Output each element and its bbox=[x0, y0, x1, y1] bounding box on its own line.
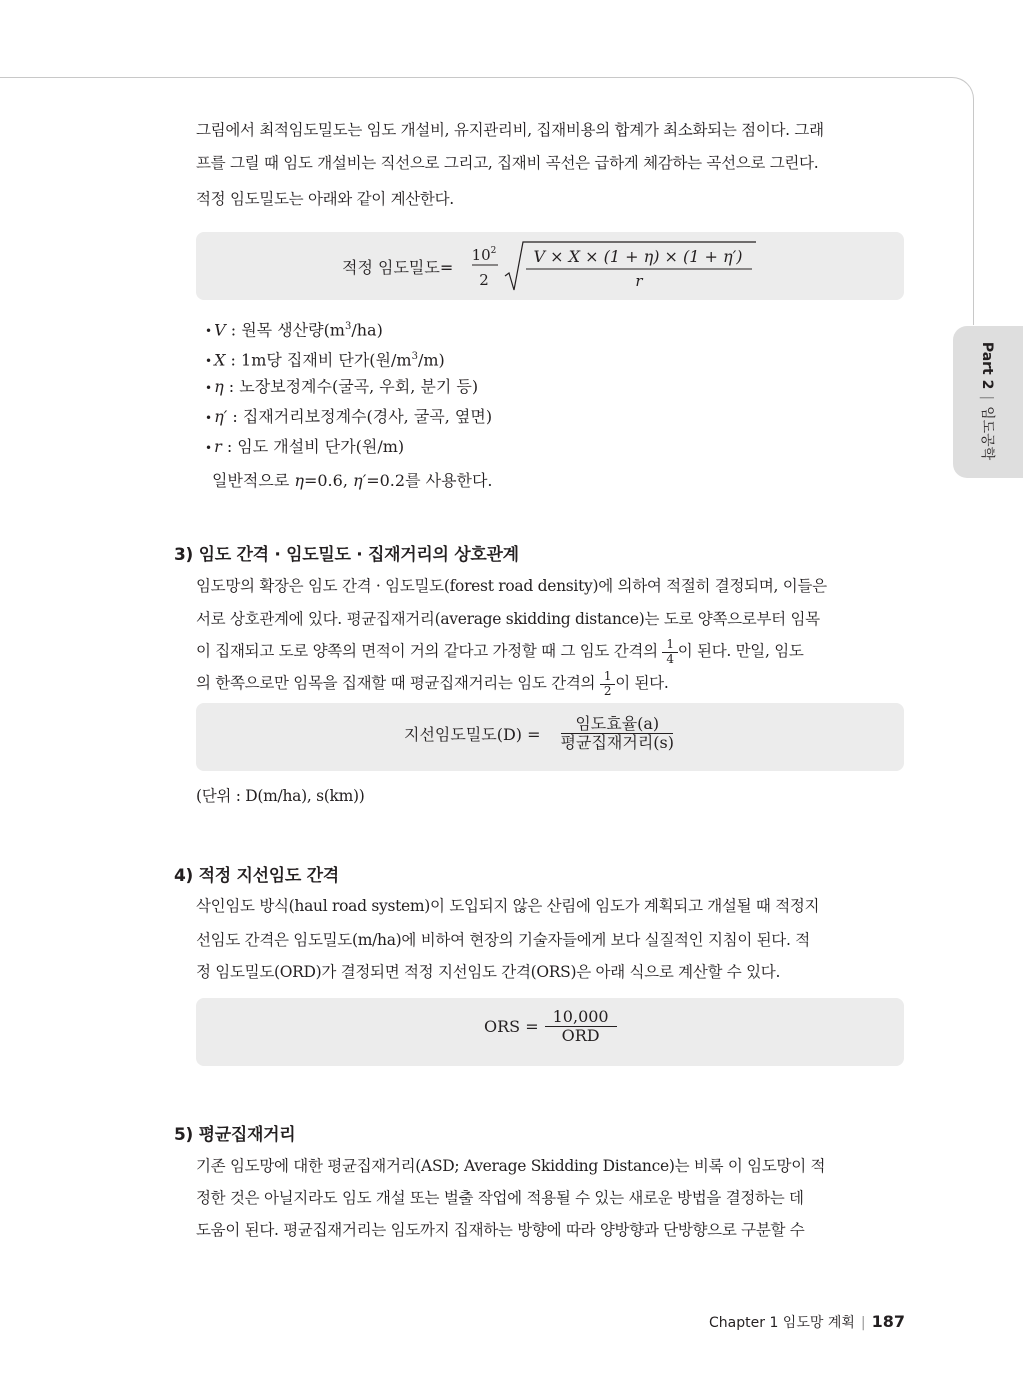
variable-symbol: V bbox=[214, 320, 226, 340]
formula-label: 지선임도밀도(D) = bbox=[404, 725, 541, 745]
note-symbol-eta-prime: η′ bbox=[353, 471, 367, 490]
page-footer bbox=[709, 1312, 905, 1332]
bullet: • bbox=[205, 324, 213, 339]
section-5-heading: 5) 평균집재거리 bbox=[174, 1125, 296, 1145]
formula-coef-den: 2 bbox=[479, 271, 489, 289]
intro-line-1: 그림에서 최적임도밀도는 임도 개설비, 유지관리비, 집재비용의 합계가 최소화되는 점이다. 그래 bbox=[196, 121, 824, 139]
bullet: • bbox=[205, 441, 213, 455]
side-tab-separator: | bbox=[979, 395, 995, 401]
footer-separator: | bbox=[860, 1315, 866, 1331]
section-5-line-3: 도움이 된다. 평균집재거리는 임도까지 집재하는 방향에 따라 양방향과 단방향으로 구분할 수 bbox=[196, 1221, 805, 1239]
variable-symbol: X bbox=[214, 350, 226, 370]
formula-box-optimal-density bbox=[196, 232, 904, 300]
variable-item-eta-prime bbox=[205, 402, 492, 432]
formula-ors bbox=[484, 1008, 617, 1046]
formula-optimal-density bbox=[196, 232, 904, 300]
formula-label: 적정 임도밀도= bbox=[342, 258, 454, 277]
section-3-line-3 bbox=[196, 635, 906, 667]
variable-item-eta bbox=[205, 372, 492, 402]
section-4-line-3: 정 임도밀도(ORD)가 결정되면 적정 지선임도 간격(ORS)은 아래 식으로 계산할 수 있다. bbox=[196, 963, 781, 981]
variable-tail: /ha) bbox=[351, 320, 383, 340]
variable-symbol: r bbox=[214, 437, 222, 456]
section-4-line-1: 삭인임도 방식(haul road system)이 도입되지 않은 산림에 임도가 계획되고 개설될 때 적정지 bbox=[196, 897, 820, 915]
section-3-line-3-pre: 이 집재되고 도로 양쪽의 면적이 거의 같다고 가정할 때 그 임도 간격의 bbox=[196, 642, 663, 660]
fraction-den: 2 bbox=[603, 683, 612, 698]
formula-den: ORD bbox=[561, 1026, 600, 1046]
section-3-line-4-pre: 의 한쪽으로만 임목을 집재할 때 평균집재거리는 임도 간격의 bbox=[196, 674, 600, 692]
variable-item-x bbox=[205, 342, 492, 372]
section-3-line-3-post: 이 된다. 만일, 임도 bbox=[677, 642, 804, 660]
variable-desc: : 1m당 집재비 단가(원/m bbox=[225, 350, 412, 370]
variable-tail: /m) bbox=[417, 350, 445, 370]
section-5-line-2: 정한 것은 아닐지라도 임도 개설 또는 벌출 작업에 적용될 수 있는 새로운 방법을 결정하는 데 bbox=[196, 1189, 804, 1207]
side-tab-label bbox=[978, 342, 998, 460]
bullet: • bbox=[205, 411, 213, 425]
formula-den: 평균집재거리(s) bbox=[560, 733, 674, 753]
formula-num: 임도효율(a) bbox=[561, 715, 673, 734]
variable-desc: : 노장보정계수(굴곡, 우회, 분기 등) bbox=[223, 377, 479, 396]
variable-sup: 3 bbox=[344, 321, 352, 332]
side-tab-title: 임도공학 bbox=[979, 406, 995, 461]
bullet: • bbox=[205, 354, 213, 369]
section-3-line-2: 서로 상호관계에 있다. 평균집재거리(average skidding distance)는 도로 양쪽으로부터 임목 bbox=[196, 610, 820, 628]
formula-box-ors bbox=[196, 998, 904, 1066]
formula-label: ORS = bbox=[484, 1017, 539, 1037]
section-3-line-4-post: 이 된다. bbox=[615, 674, 669, 692]
page-frame-corner bbox=[938, 77, 974, 113]
formula-fraction bbox=[547, 715, 688, 753]
note-mid: =0.6, bbox=[303, 471, 353, 490]
section-3-heading: 3) 임도 간격 · 임도밀도 · 집재거리의 상호관계 bbox=[174, 545, 519, 565]
section-3-line-4 bbox=[196, 667, 906, 699]
section-3-unit: (단위 : D(m/ha), s(km)) bbox=[196, 787, 365, 805]
page-frame-top-line bbox=[0, 77, 950, 78]
variable-item-r bbox=[205, 432, 492, 462]
note-symbol-eta: η bbox=[294, 471, 304, 490]
intro-line-3: 적정 임도밀도는 아래와 같이 계산한다. bbox=[196, 190, 454, 208]
variable-symbol: η′ bbox=[214, 407, 228, 426]
fraction-one-half bbox=[600, 670, 615, 699]
formula-radicand-den: r bbox=[635, 272, 643, 290]
variable-sup: 3 bbox=[411, 351, 418, 362]
section-4-heading: 4) 적정 지선임도 간격 bbox=[174, 866, 339, 886]
page-number: 187 bbox=[871, 1312, 905, 1331]
fraction-one-quarter bbox=[662, 638, 677, 667]
section-3-line-1: 임도망의 확장은 임도 간격 · 임도밀도(forest road density)에 의하여 적절히 결정되며, 이들은 bbox=[196, 577, 827, 595]
typical-values-note bbox=[212, 468, 493, 491]
fraction-num: 1 bbox=[600, 670, 615, 685]
fraction-num: 1 bbox=[662, 638, 677, 653]
formula-coef-num: $10^2$ bbox=[471, 246, 497, 264]
variable-symbol: η bbox=[214, 377, 224, 396]
fraction-den: 4 bbox=[666, 651, 674, 666]
variable-list bbox=[205, 312, 492, 462]
formula-radicand-num: V × X × (1 + η) × (1 + η′) bbox=[533, 247, 743, 266]
note-pre: 일반적으로 bbox=[212, 471, 295, 490]
footer-chapter: Chapter 1 임도망 계획 bbox=[709, 1315, 855, 1331]
bullet: • bbox=[205, 381, 213, 395]
formula-num: 10,000 bbox=[545, 1008, 617, 1027]
section-4-line-2: 선임도 간격은 임도밀도(m/ha)에 비하여 현장의 기술자들에게 보다 실질적인 지침이 된다. 적 bbox=[196, 931, 810, 949]
section-5-line-1: 기존 임도망에 대한 평균집재거리(ASD; Average Skidding Distance)는 비록 이 임도망이 적 bbox=[196, 1157, 826, 1175]
intro-line-2: 프를 그릴 때 임도 개설비는 직선으로 그리고, 집재비 곡선은 급하게 체감하는 곡선으로 그린다. bbox=[196, 154, 819, 172]
variable-desc: : 집재거리보정계수(경사, 굴곡, 옆면) bbox=[227, 407, 493, 426]
variable-item-v bbox=[205, 312, 492, 342]
side-tab-part: Part 2 bbox=[979, 341, 995, 390]
formula-branch-density bbox=[404, 715, 688, 753]
variable-desc: : 원목 생산량(m bbox=[225, 320, 345, 340]
page-frame-right-line bbox=[973, 110, 974, 325]
formula-fraction bbox=[545, 1008, 617, 1046]
note-post: =0.2를 사용한다. bbox=[366, 471, 493, 490]
variable-desc: : 임도 개설비 단가(원/m) bbox=[221, 437, 405, 456]
formula-box-branch-density bbox=[196, 703, 904, 771]
